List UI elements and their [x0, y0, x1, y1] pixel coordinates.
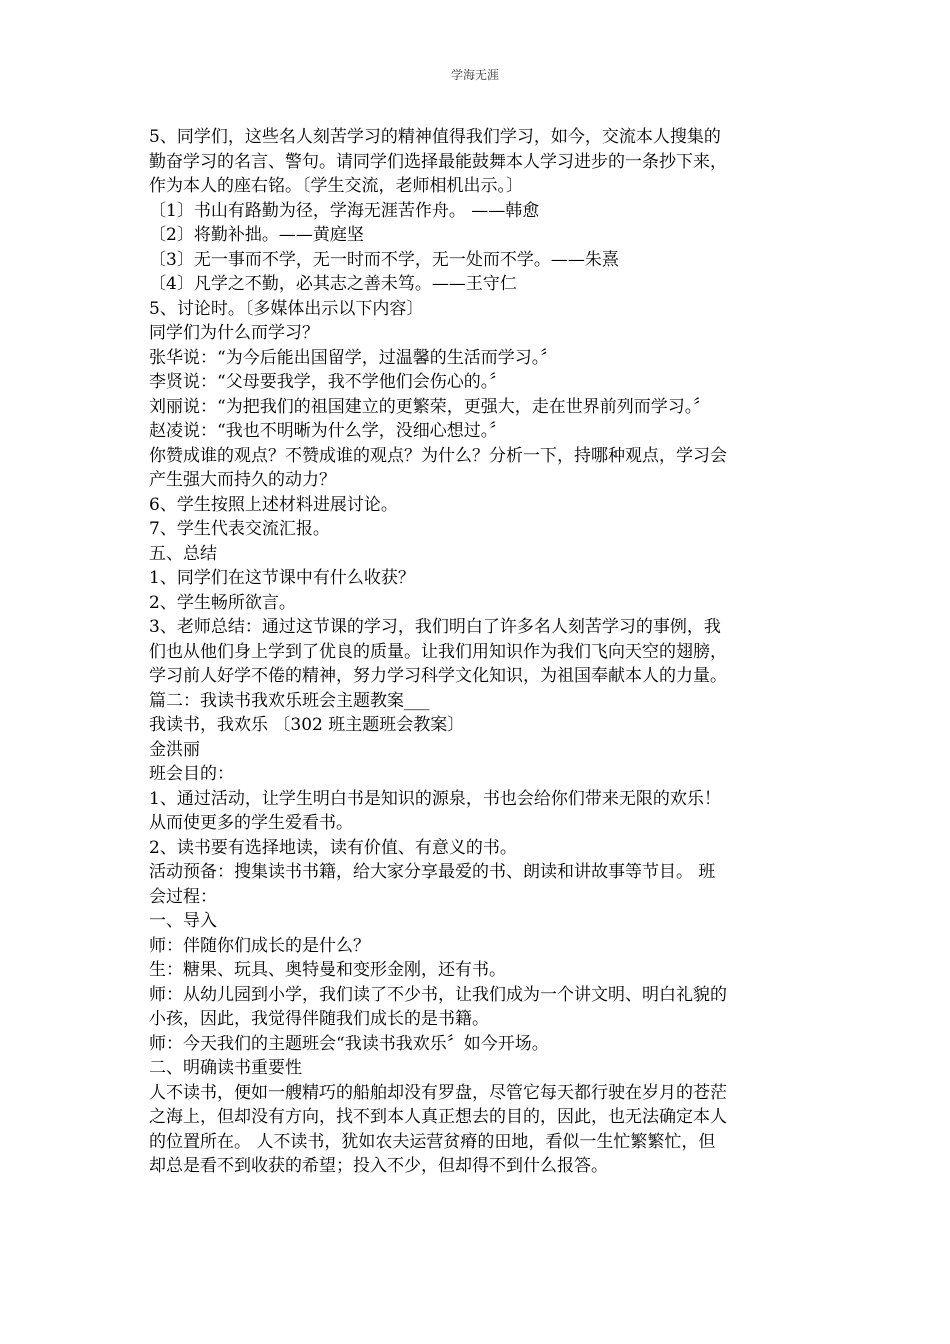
text-line: 7、学生代表交流汇报。 — [149, 519, 330, 539]
document-body — [149, 125, 804, 1179]
text-line: 五、总结 — [149, 543, 217, 564]
text-line: 我读书，我欢乐 〔302 班主题班会教案〕 — [149, 715, 465, 735]
text-line: 师：从幼儿园到小学，我们读了不少书，让我们成为一个讲文明、明白礼貌的 — [149, 984, 727, 1005]
text-line: 刘丽说：“为把我们的祖国建立的更繁荣，更强大，走在世界前列而学习。〞 — [149, 396, 711, 417]
text-line: 〔2〕将勤补拙。——黄庭坚 — [149, 225, 364, 245]
text-line: 师：伴随你们成长的是什么？ — [149, 935, 370, 956]
text-line: 产生强大而持久的动力？ — [149, 470, 336, 490]
text-line: 同学们为什么而学习？ — [149, 323, 319, 343]
text-line: 5、讨论时。〔多媒体出示以下内容〕 — [149, 298, 424, 319]
text-line: 生：糖果、玩具、奥特曼和变形金刚，还有书。 — [149, 960, 506, 980]
text-line: 5、同学们，这些名人刻苦学习的精神值得我们学习，如今，交流本人搜集的 — [149, 127, 721, 147]
text-line: 李贤说：“父母要我学，我不学他们会伤心的。〞 — [149, 372, 507, 392]
text-line: 作为本人的座右铭。〔学生交流，老师相机出示。〕 — [149, 176, 523, 196]
text-line: 金洪丽 — [149, 739, 200, 760]
text-line: 1、通过活动，让学生明白书是知识的源泉，书也会给你们带来无限的欢乐！ — [149, 788, 721, 809]
text-line: 2、读书要有选择地读，读有价值、有意义的书。 — [149, 837, 517, 858]
text-line: 篇二：我读书我欢乐班会主题教案___ — [149, 690, 430, 711]
text-line: 3、老师总结：通过这节课的学习，我们明白了许多名人刻苦学习的事例，我 — [149, 617, 721, 637]
text-line: 赵凌说：“我也不明晰为什么学，没细心想过。〞 — [149, 421, 507, 441]
text-line: 们也从他们身上学到了优良的质量。让我们用知识作为我们飞向天空的翅膀， — [149, 641, 727, 662]
text-line: 学习前人好学不倦的精神，努力学习科学文化知识，为祖国奉献本人的力量。 — [149, 666, 727, 686]
text-line: 小孩，因此，我觉得伴随我们成长的是书籍。 — [149, 1009, 489, 1029]
text-line: 班会目的： — [149, 764, 234, 784]
text-line: 从而使更多的学生爱看书。 — [149, 813, 353, 833]
text-line: 1、同学们在这节课中有什么收获？ — [149, 568, 415, 588]
text-line: 的位置所在。 人不读书，犹如农夫运营贫瘠的田地，看似一生忙繁繁忙，但 — [149, 1131, 716, 1152]
text-line: 勤奋学习的名言、警句。请同学们选择最能鼓舞本人学习进步的一条抄下来， — [149, 151, 727, 172]
text-line: 会过程： — [149, 886, 217, 907]
text-line: 张华说：“为今后能出国留学，过温馨的生活而学习。〞 — [149, 347, 558, 368]
text-line: 〔4〕凡学之不勤，必其志之善未笃。——王守仁 — [149, 274, 517, 294]
text-line: 〔3〕无一事而不学，无一时而不学，无一处而不学。——朱熹 — [149, 249, 619, 270]
text-line: 〔1〕书山有路勤为径，学海无涯苦作舟。 ——韩愈 — [149, 200, 540, 221]
text-line: 2、学生畅所欲言。 — [149, 592, 296, 613]
text-line: 师：今天我们的主题班会“我读书我欢乐〞如今开场。 — [149, 1033, 549, 1054]
text-line: 活动预备：搜集读书书籍，给大家分享最爱的书、朗读和讲故事等节目。 班 — [149, 862, 716, 882]
text-line: 之海上，但却没有方向，找不到本人真正想去的目的，因此，也无法确定本人 — [149, 1107, 727, 1127]
text-line: 却总是看不到收获的希望；投入不少，但却得不到什么报答。 — [149, 1156, 608, 1176]
text-line: 二、明确读书重要性 — [149, 1058, 302, 1078]
text-line: 一、导入 — [149, 911, 217, 931]
page-header: 学海无涯 — [450, 68, 499, 82]
text-line: 你赞成谁的观点？不赞成谁的观点？为什么？分析一下，持哪种观点，学习会 — [149, 445, 727, 466]
text-line: 人不读书，便如一艘精巧的船舶却没有罗盘，尽管它每天都行驶在岁月的苍茫 — [149, 1082, 727, 1103]
text-line: 6、学生按照上述材料进展讨论。 — [149, 494, 398, 515]
